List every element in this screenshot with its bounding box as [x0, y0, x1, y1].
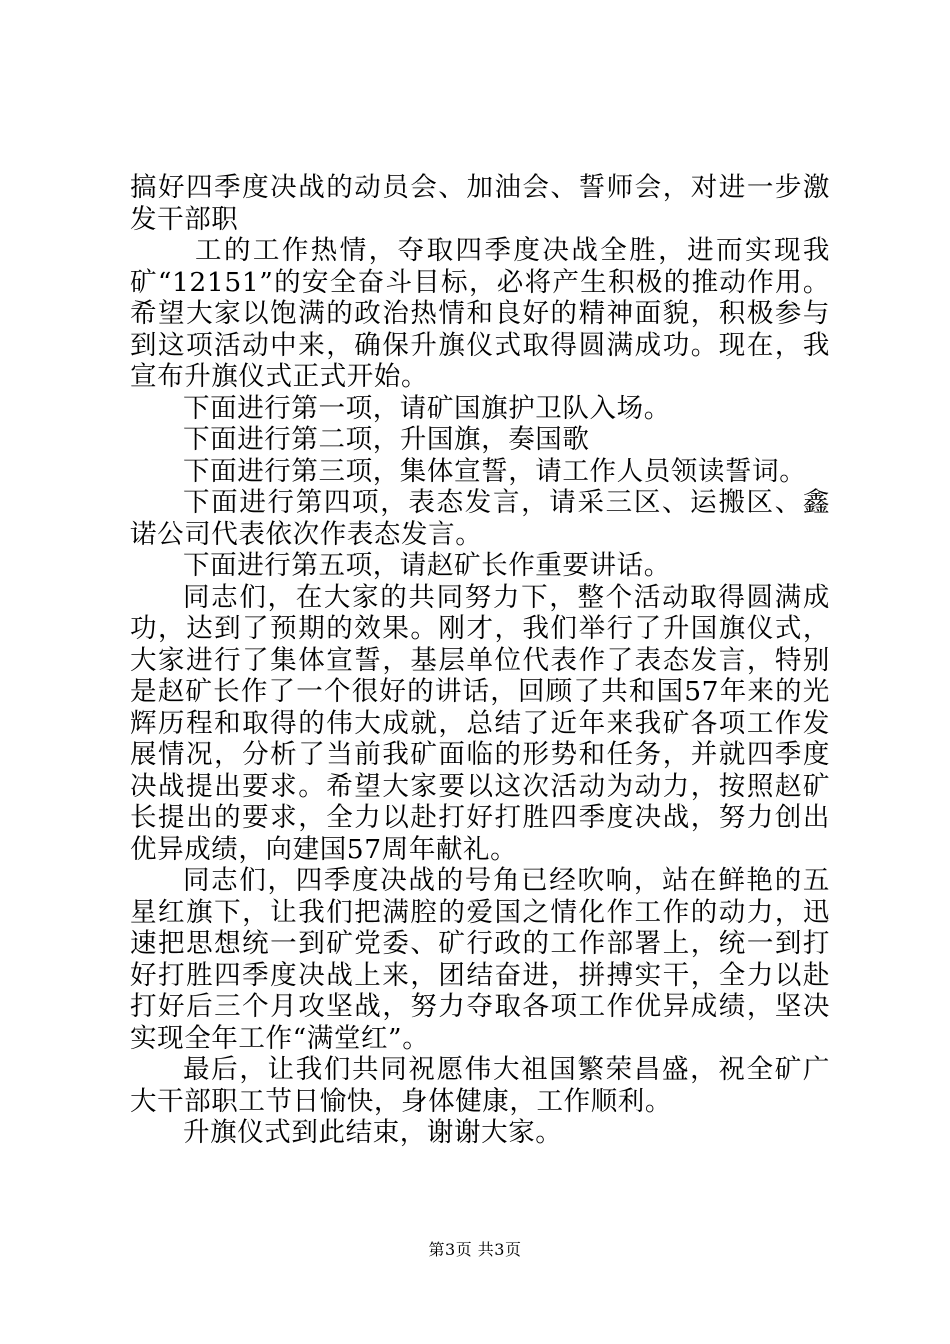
- paragraph: 同志们，在大家的共同努力下，整个活动取得圆满成功，达到了预期的效果。刚才，我们举行了升国旗仪式，大家进行了集体宣誓，基层单位代表作了表态发言，特别是赵矿长作了一个很好的讲话，回顾了共和国57年来的光辉历程和取得的伟大成就，总结了近年来我矿各项工作发展情况，分析了当前我矿面临的形势和任务，并就四季度决战提出要求。希望大家要以这次活动为动力，按照赵矿长提出的要求，全力以赴打好打胜四季度决战，努力创出优异成绩，向建国57周年献礼。: [130, 581, 830, 865]
- paragraph: 下面进行第一项，请矿国旗护卫队入场。: [183, 392, 671, 424]
- paragraph: 下面进行第二项，升国旗，奏国歌: [183, 424, 590, 455]
- paragraph: 搞好四季度决战的动员会、加油会、誓师会，对进一步激发干部职: [130, 172, 830, 235]
- page-number-footer: 第3页 共3页: [428, 1240, 522, 1259]
- paragraph: 最后，让我们共同祝愿伟大祖国繁荣昌盛，祝全矿广大干部职工节日愉快，身体健康，工作顺利。: [130, 1054, 830, 1117]
- paragraph: 下面进行第三项，集体宣誓，请工作人员领读誓词。: [183, 455, 807, 487]
- document-body: [130, 172, 830, 1149]
- paragraph: 下面进行第四项，表态发言，请采三区、运搬区、鑫诺公司代表依次作表态发言。: [130, 487, 830, 550]
- paragraph: 升旗仪式到此结束，谢谢大家。: [183, 1117, 563, 1148]
- paragraph: 工的工作热情，夺取四季度决战全胜，进而实现我矿“12151”的安全奋斗目标，必将产生积极的推动作用。希望大家以饱满的政治热情和良好的精神面貌，积极参与到这项活动中来，确保升旗仪式取得圆满成功。现在，我宣布升旗仪式正式开始。: [130, 235, 830, 392]
- paragraph: 下面进行第五项，请赵矿长作重要讲话。: [183, 550, 671, 581]
- paragraph: 同志们，四季度决战的号角已经吹响，站在鲜艳的五星红旗下，让我们把满腔的爱国之情化作工作的动力，迅速把思想统一到矿党委、矿行政的工作部署上，统一到打好打胜四季度决战上来，团结奋进，拼搏实干，全力以赴打好后三个月攻坚战，努力夺取各项工作优异成绩，坚决实现全年工作“满堂红”。: [130, 865, 830, 1054]
